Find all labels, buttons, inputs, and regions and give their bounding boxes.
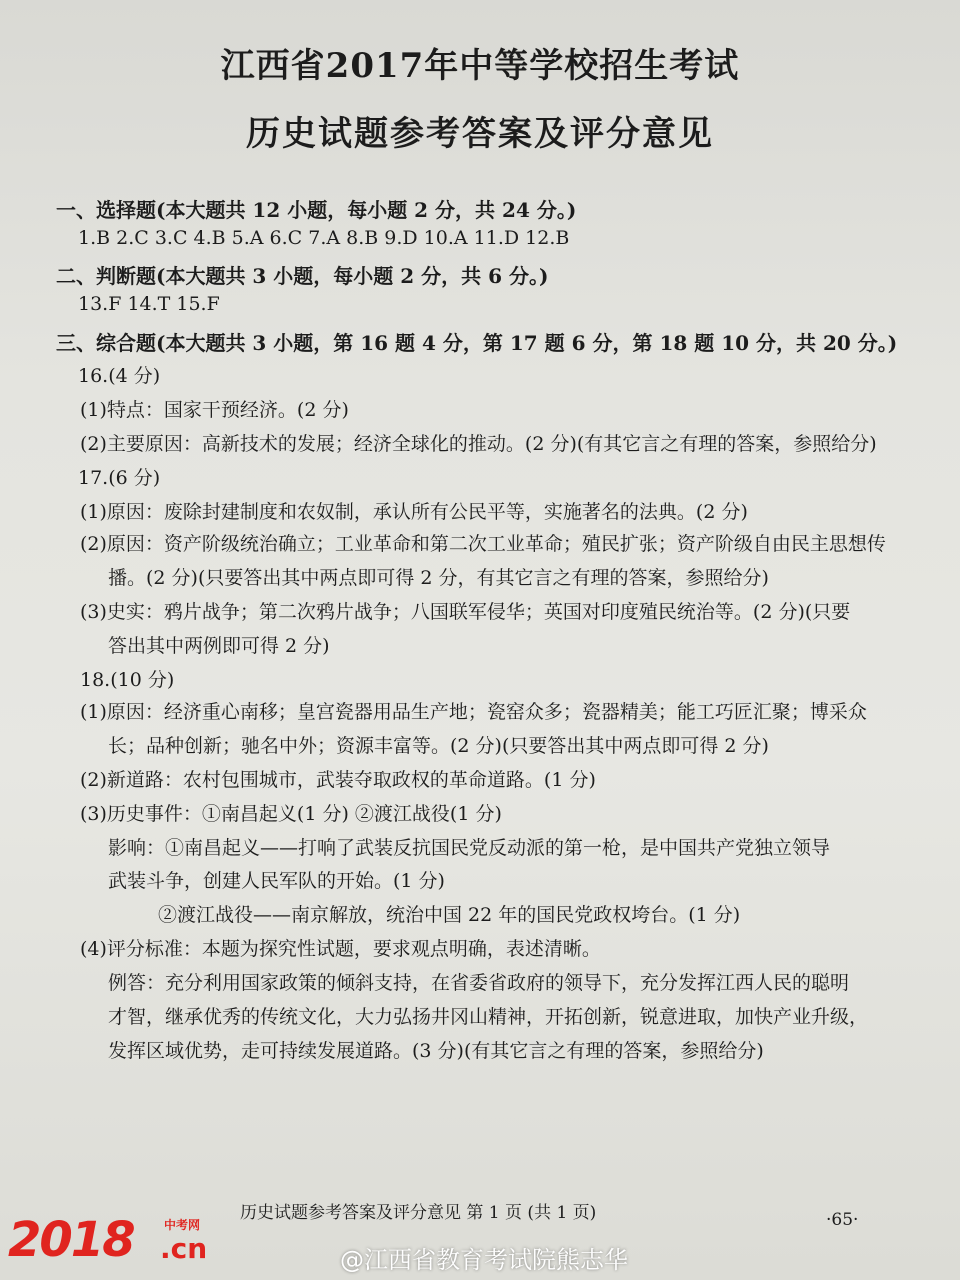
weibo-watermark: @江西省教育考试院熊志华 — [340, 1246, 628, 1274]
question-18-part-1-continued: 长；品种创新；驰名中外；资源丰富等。(2 分)(只要答出其中两点即可得 2 分) — [108, 735, 769, 757]
question-18-part-4: (4)评分标准：本题为探究性试题，要求观点明确，表述清晰。 — [80, 938, 601, 960]
page-title: 江西省2017年中等学校招生考试 — [220, 46, 740, 86]
judgment-answers: 13.F 14.T 15.F — [78, 293, 220, 315]
question-18-sample-answer-line-2: 才智，继承优秀的传统文化，大力弘扬井冈山精神，开拓创新，锐意进取，加快产业升级， — [108, 1006, 869, 1028]
question-18-part-3-impact-2: ②渡江战役——南京解放，统治中国 22 年的国民党政权垮台。(1 分) — [158, 904, 741, 926]
question-18-part-3: (3)历史事件：①南昌起义(1 分) ②渡江战役(1 分) — [80, 803, 502, 825]
choice-answers: 1.B 2.C 3.C 4.B 5.A 6.C 7.A 8.B 9.D 10.A 11.D 12.B — [78, 227, 570, 249]
question-18-part-3-impact-continued: 武装斗争，创建人民军队的开始。(1 分) — [108, 870, 445, 892]
question-17-part-2-continued: 播。(2 分)(只要答出其中两点即可得 2 分，有其它言之有理的答案，参照给分) — [108, 567, 769, 589]
question-18-part-3-impact: 影响：①南昌起义——打响了武装反抗国民党反动派的第一枪，是中国共产党独立领导 — [108, 837, 831, 859]
logo-number: 2018 — [8, 1212, 134, 1268]
question-17-part-3: (3)史实：鸦片战争；第二次鸦片战争；八国联军侵华；英国对印度殖民统治等。(2 分)(只要 — [80, 601, 851, 623]
page-number: ·65· — [826, 1210, 859, 1230]
section-heading-comprehensive: 三、综合题(本大题共 3 小题，第 16 题 4 分，第 17 题 6 分，第 18 题 10 分，共 20 分。) — [56, 331, 898, 355]
question-18-sample-answer: 例答：充分利用国家政策的倾斜支持，在省委省政府的领导下，充分发挥江西人民的聪明 — [108, 972, 850, 994]
question-18-part-1: (1)原因：经济重心南移；皇宫瓷器用品生产地；瓷窑众多；瓷器精美；能工巧匠汇聚；博采众 — [80, 701, 867, 723]
question-16-heading: 16.(4 分) — [78, 365, 161, 387]
question-17-part-2: (2)原因：资产阶级统治确立；工业革命和第二次工业革命；殖民扩张；资产阶级自由民主思想传 — [80, 533, 886, 555]
site-logo — [8, 1212, 208, 1272]
logo-domain: .cn — [160, 1232, 208, 1265]
question-18-part-2: (2)新道路：农村包围城市，武装夺取政权的革命道路。(1 分) — [80, 769, 596, 791]
page-footer: 历史试题参考答案及评分意见 第 1 页 (共 1 页) — [240, 1203, 597, 1223]
section-heading-choice: 一、选择题(本大题共 12 小题，每小题 2 分，共 24 分。) — [56, 198, 577, 222]
question-18-sample-answer-line-3: 发挥区域优势，走可持续发展道路。(3 分)(有其它言之有理的答案，参照给分) — [108, 1040, 764, 1062]
question-16-part-2: (2)主要原因：高新技术的发展；经济全球化的推动。(2 分)(有其它言之有理的答案，参照给分) — [80, 433, 877, 455]
question-17-part-1: (1)原因：废除封建制度和农奴制，承认所有公民平等，实施著名的法典。(2 分) — [80, 501, 748, 523]
question-16-part-1: (1)特点：国家干预经济。(2 分) — [80, 399, 349, 421]
question-17-part-3-continued: 答出其中两例即可得 2 分) — [108, 635, 330, 657]
logo-site-name: 中考网 — [164, 1218, 201, 1232]
question-17-heading: 17.(6 分) — [78, 467, 161, 489]
question-18-heading: 18.(10 分) — [80, 669, 175, 691]
page-subtitle: 历史试题参考答案及评分意见 — [246, 114, 714, 154]
bleed-through-text — [230, 6, 235, 25]
section-heading-judgment: 二、判断题(本大题共 3 小题，每小题 2 分，共 6 分。) — [56, 264, 549, 288]
